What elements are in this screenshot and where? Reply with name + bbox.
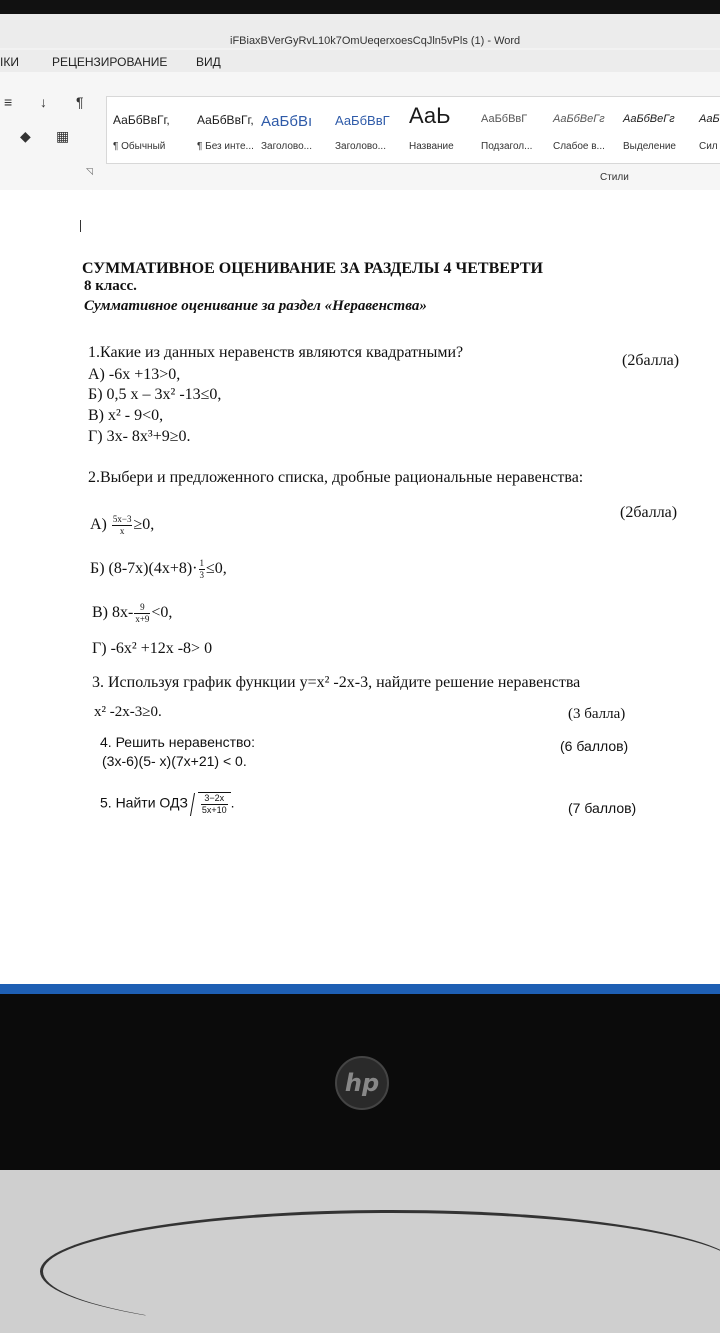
style-name: Заголово... <box>335 141 386 152</box>
q1-option-a: А) -6х +13>0, <box>88 366 181 383</box>
taskbar-stripe <box>0 984 720 994</box>
q2-c-main: 8х- <box>112 604 134 622</box>
style-sample: АаБбВеГг <box>623 113 675 125</box>
style-name: Выделение <box>623 141 676 152</box>
style-intense[interactable] <box>697 97 720 161</box>
style-subtitle[interactable] <box>479 97 545 161</box>
q2-b-fraction <box>199 558 206 581</box>
text-cursor <box>80 220 81 232</box>
q2-c-fraction <box>134 602 150 625</box>
ribbon-tabs <box>0 50 720 72</box>
style-name: Заголово... <box>261 141 312 152</box>
screen <box>0 14 720 994</box>
paragraph-tools <box>0 94 100 154</box>
q2-b-tail: ≤0, <box>206 560 227 578</box>
document-page <box>0 190 720 994</box>
q5-line <box>100 792 235 816</box>
q5-denominator: 5х+10 <box>201 805 227 815</box>
style-emphasis[interactable] <box>621 97 691 161</box>
q2-a-tail: ≥0, <box>133 516 155 534</box>
style-name: Подзагол... <box>481 141 533 152</box>
style-name: Слабое в... <box>553 141 605 152</box>
q1-option-c: В) х² - 9<0, <box>88 407 164 424</box>
q1-option-d: Г) 3х- 8х³+9≥0. <box>88 428 191 445</box>
borders-icon[interactable]: ▦ <box>56 128 70 144</box>
q5-numerator: 3−2х <box>201 793 228 805</box>
style-name: ¶ Без инте... <box>197 141 254 152</box>
styles-group-label: Стили <box>600 172 629 183</box>
sort-icon[interactable]: ↓ <box>40 94 47 110</box>
q2-a-label: А) <box>90 516 107 534</box>
q2-c-tail: <0, <box>151 604 173 622</box>
monitor-bezel <box>0 994 720 1170</box>
pilcrow-icon[interactable]: ¶ <box>76 94 84 110</box>
style-sample: АаБ <box>699 113 720 125</box>
q2-option-d: Г) -6х² +12х -8> 0 <box>92 640 213 657</box>
style-subtle-emphasis[interactable] <box>551 97 619 161</box>
q5-fraction <box>201 793 228 816</box>
q2-c-denominator: х+9 <box>135 614 150 624</box>
style-sample: АаБбВеГг <box>553 113 605 125</box>
document-area[interactable] <box>0 190 720 994</box>
q2-a-denominator: х <box>119 526 125 536</box>
indent-icon[interactable]: ≡ <box>4 94 13 110</box>
q1-question: 1.Какие из данных неравенств являются квадратными? <box>88 344 464 361</box>
q4-line2: (3x-6)(5- x)(7x+21) < 0. <box>102 753 247 769</box>
style-sample: АаЬ <box>409 103 451 128</box>
q3-line2: х² -2х-3≥0. <box>94 704 162 720</box>
style-heading1[interactable] <box>259 97 331 161</box>
style-name: Сил <box>699 141 718 152</box>
q2-c-numerator: 9 <box>134 602 150 614</box>
q5-points: (7 баллов) <box>568 800 637 816</box>
style-sample: АаБбВвГ <box>481 113 528 125</box>
style-sample: АаБбВвГг, <box>113 113 170 127</box>
style-sample: АаБбВı <box>261 113 313 130</box>
cable <box>40 1210 720 1333</box>
q2-c-label: В) <box>92 604 108 622</box>
q3-line1: 3. Используя график функции у=х² -2х-3, найдите решение неравенства <box>92 674 581 691</box>
hp-logo: hp <box>335 1056 389 1110</box>
q5-tail: . <box>230 794 235 811</box>
style-name: ¶ Обычный <box>113 141 166 152</box>
monitor-top-bezel <box>0 0 720 14</box>
tab-partial[interactable]: ІКИ <box>0 55 19 69</box>
q2-b-denominator: 3 <box>199 570 205 580</box>
style-title[interactable] <box>407 97 477 161</box>
style-heading2[interactable] <box>333 97 401 161</box>
doc-subtitle: Суммативное оценивание за раздел «Неравенства» <box>84 298 427 314</box>
q2-option-b <box>90 558 227 581</box>
styles-gallery <box>106 96 720 164</box>
q2-question: 2.Выбери и предложенного списка, дробные рациональные неравенства: <box>88 469 584 486</box>
ribbon <box>0 72 720 191</box>
doc-grade: 8 класс. <box>84 278 137 294</box>
q2-points: (2балла) <box>620 504 678 521</box>
q2-option-c <box>92 602 172 625</box>
dialog-launcher-icon[interactable]: ◹ <box>86 166 93 176</box>
q2-b-numerator: 1 <box>199 558 205 568</box>
style-normal[interactable] <box>111 97 189 161</box>
style-sample: АаБбВвГг, <box>197 113 254 127</box>
q5-sqrt <box>198 792 231 816</box>
q2-a-fraction <box>112 514 133 537</box>
q3-points: (3 балла) <box>568 706 626 722</box>
q5-label: 5. Найти ОДЗ <box>100 794 188 811</box>
tab-view[interactable]: ВИД <box>196 55 221 69</box>
q1-points: (2балла) <box>622 352 680 369</box>
title-bar <box>0 14 720 48</box>
style-no-spacing[interactable] <box>195 97 267 161</box>
q2-a-numerator: 5х−3 <box>112 514 132 524</box>
q2-b-main: (8-7х)(4х+8)· <box>108 560 198 578</box>
style-name: Название <box>409 141 454 152</box>
style-sample: АаБбВвГ <box>335 113 390 128</box>
q4-line1: 4. Решить неравенство: <box>100 734 255 750</box>
q1-option-b: Б) 0,5 х – 3х² -13≤0, <box>88 386 222 403</box>
shading-icon[interactable]: ◆ <box>20 128 31 144</box>
doc-title: СУММАТИВНОЕ ОЦЕНИВАНИЕ ЗА РАЗДЕЛЫ 4 ЧЕТВЕРТИ <box>82 260 543 277</box>
window-title: iFBiaxBVerGyRvL10k7OmUeqerxoesCqJln5vPls (1) - Word <box>230 35 521 47</box>
q4-points: (6 баллов) <box>560 738 629 754</box>
q2-option-a <box>90 514 154 537</box>
tab-review[interactable]: РЕЦЕНЗИРОВАНИЕ <box>52 55 168 69</box>
q2-b-label: Б) <box>90 560 105 578</box>
